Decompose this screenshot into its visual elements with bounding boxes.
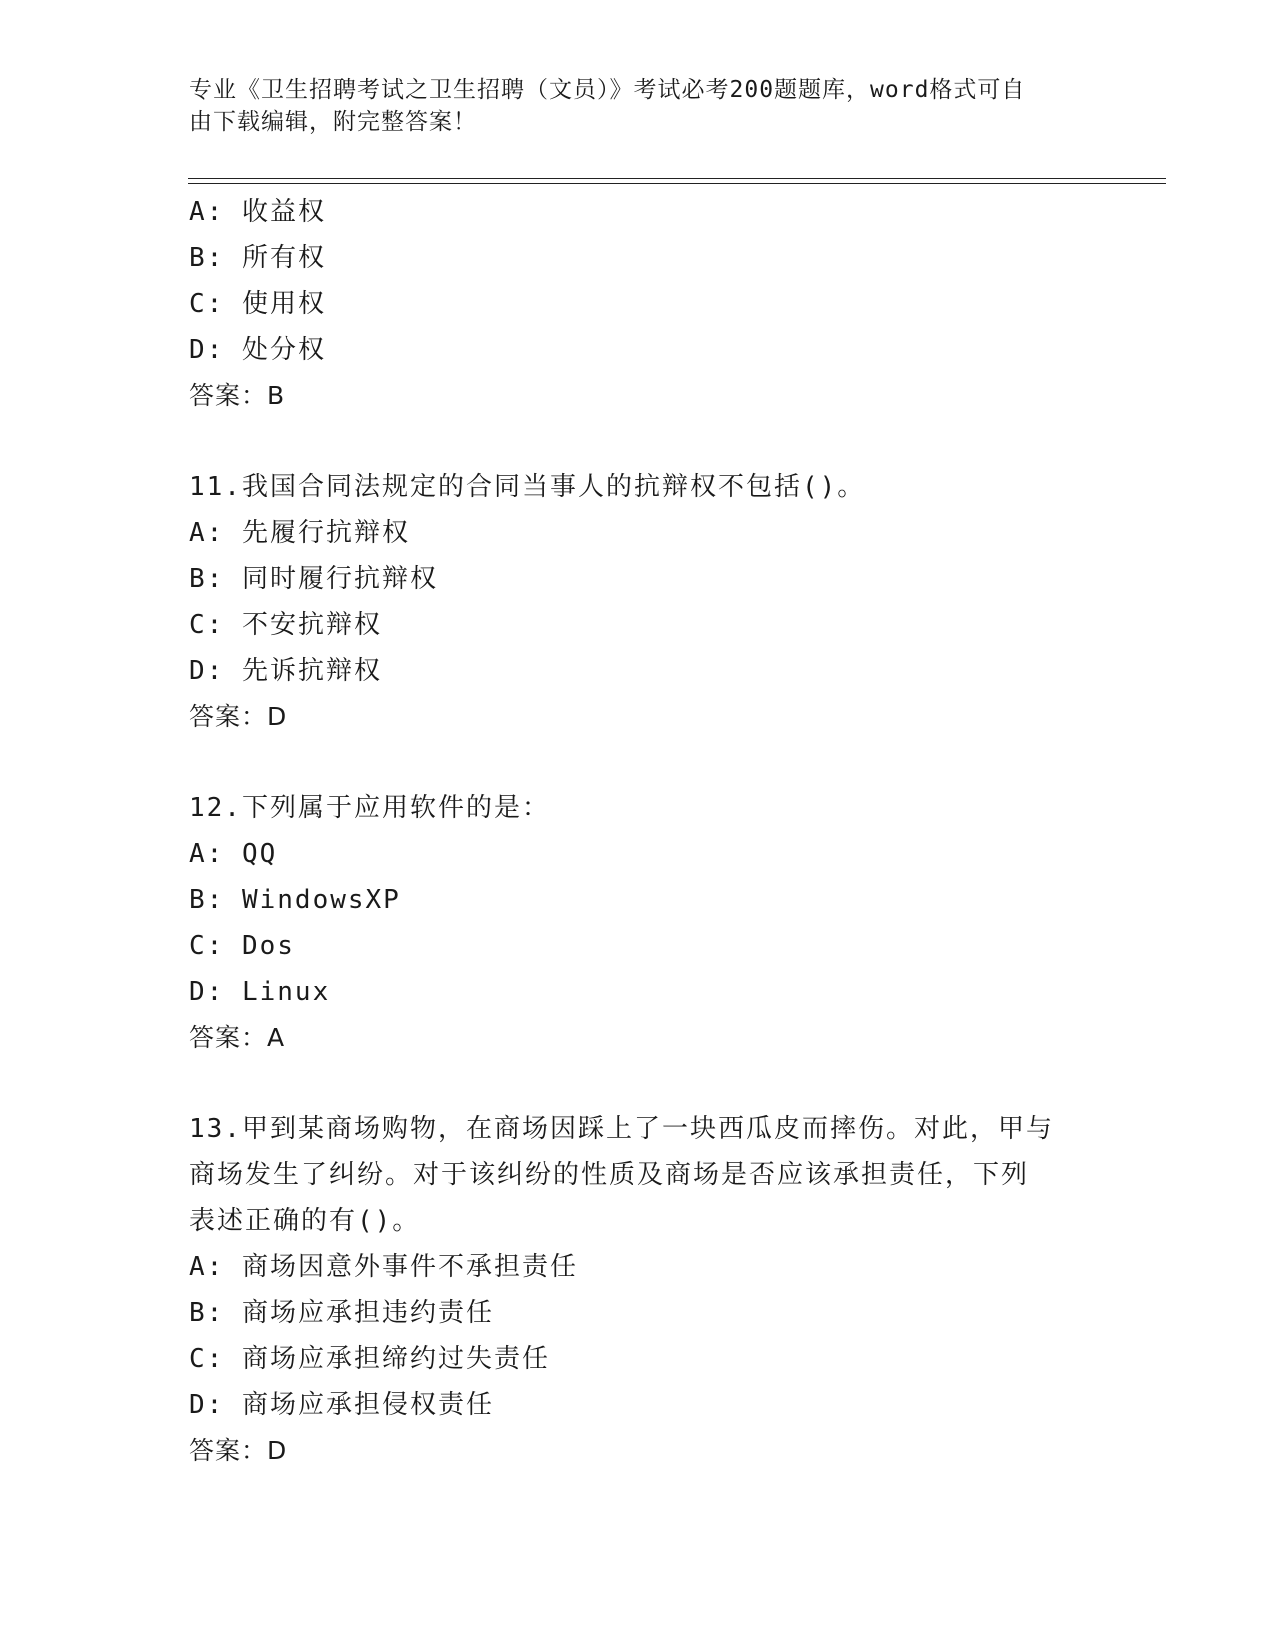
question-stem: 12.下列属于应用软件的是： [189, 793, 550, 823]
question-block-11 [189, 464, 1089, 740]
option-c: C: Dos [189, 931, 295, 961]
option-a: A: QQ [189, 839, 278, 869]
question-stem-line-3: 表述正确的有()。 [189, 1206, 421, 1236]
option-b: B: 商场应承担违约责任 [189, 1298, 494, 1328]
option-a: A: 商场因意外事件不承担责任 [189, 1252, 578, 1282]
page-header [189, 74, 1089, 138]
question-stem: 11.我国合同法规定的合同当事人的抗辩权不包括()。 [189, 472, 866, 502]
option-b: B: WindowsXP [189, 885, 401, 915]
spacer [189, 419, 1089, 464]
header-line-1: 专业《卫生招聘考试之卫生招聘（文员）》考试必考200题题库，word格式可自 [189, 77, 1026, 103]
question-stem-line-1: 13.甲到某商场购物，在商场因踩上了一块西瓜皮而摔伤。对此，甲与 [189, 1114, 1054, 1144]
answer: 答案：D [189, 702, 288, 731]
header-divider-top [188, 178, 1166, 179]
option-b: B: 所有权 [189, 243, 326, 273]
question-block-10 [189, 189, 1089, 419]
question-list [189, 189, 1089, 1474]
option-c: C: 不安抗辩权 [189, 610, 382, 640]
option-a: A: 先履行抗辩权 [189, 518, 410, 548]
question-block-13 [189, 1106, 1089, 1474]
header-line-2: 由下载编辑，附完整答案！ [189, 109, 477, 135]
spacer [189, 740, 1089, 785]
question-block-12 [189, 785, 1089, 1061]
option-d: D: 商场应承担侵权责任 [189, 1390, 494, 1420]
option-a: A: 收益权 [189, 197, 326, 227]
option-d: D: 先诉抗辩权 [189, 656, 382, 686]
question-stem-line-2: 商场发生了纠纷。对于该纠纷的性质及商场是否应该承担责任，下列 [189, 1160, 1030, 1190]
option-d: D: Linux [189, 977, 331, 1007]
answer: 答案：A [189, 1023, 286, 1052]
answer: 答案：D [189, 1436, 288, 1465]
option-b: B: 同时履行抗辩权 [189, 564, 438, 594]
option-c: C: 商场应承担缔约过失责任 [189, 1344, 550, 1374]
option-d: D: 处分权 [189, 335, 326, 365]
answer: 答案：B [189, 381, 286, 410]
header-divider-bottom [188, 183, 1166, 184]
option-c: C: 使用权 [189, 289, 326, 319]
spacer [189, 1061, 1089, 1106]
